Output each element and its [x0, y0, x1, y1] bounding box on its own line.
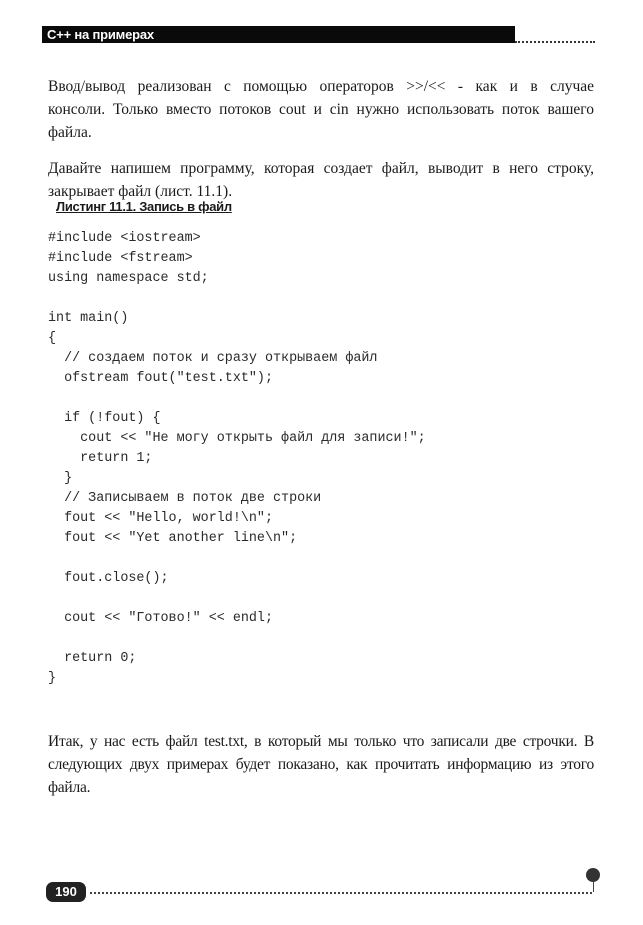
code-line [48, 289, 426, 309]
pin-icon [586, 868, 600, 882]
code-line: ofstream fout("test.txt"); [48, 371, 273, 386]
page-number-badge: 190 [46, 882, 86, 902]
code-line: { [48, 331, 57, 346]
code-listing [48, 229, 426, 689]
code-line: // создаем поток и сразу открываем файл [48, 351, 378, 366]
code-line [48, 549, 426, 569]
code-line: #include <fstream> [48, 251, 193, 266]
code-line: fout << "Yet another line\n"; [48, 531, 298, 546]
code-line: fout.close(); [48, 571, 169, 586]
footer-dotted-rule [90, 892, 592, 894]
running-header: C++ на примерах [42, 26, 515, 43]
paragraph-task: Давайте напишем программу, которая создает файл, выводит в него строку, закрывает файл (лист. 11.1). [48, 159, 594, 200]
code-line [48, 389, 426, 409]
code-line: #include <iostream> [48, 231, 201, 246]
code-line: if (!fout) { [48, 411, 161, 426]
code-line: cout << "Не могу открыть файл для записи!"; [48, 431, 426, 446]
listing-title: Листинг 11.1. Запись в файл [56, 199, 232, 214]
code-line: } [48, 471, 73, 486]
code-line: return 1; [48, 451, 153, 466]
paragraph-conclusion: Итак, у нас есть файл test.txt, в который мы только что записали две строчки. В следующих двух примерах будет показано, как прочитать информацию из этого файла. [48, 732, 594, 796]
code-line: // Записываем в поток две строки [48, 491, 322, 506]
code-line: int main() [48, 311, 129, 326]
code-line: using namespace std; [48, 271, 209, 286]
code-line: return 0; [48, 651, 137, 666]
code-line: } [48, 671, 57, 686]
code-line [48, 589, 426, 609]
code-line [48, 629, 426, 649]
header-dotted-rule [515, 41, 595, 43]
code-line: cout << "Готово!" << endl; [48, 611, 273, 626]
code-line: fout << "Hello, world!\n"; [48, 511, 273, 526]
paragraph-intro: Ввод/вывод реализован с помощью операторов >>/<< - как и в случае консоли. Только вместо потоков cout и cin нужно использовать поток вашего файла. [48, 77, 594, 141]
